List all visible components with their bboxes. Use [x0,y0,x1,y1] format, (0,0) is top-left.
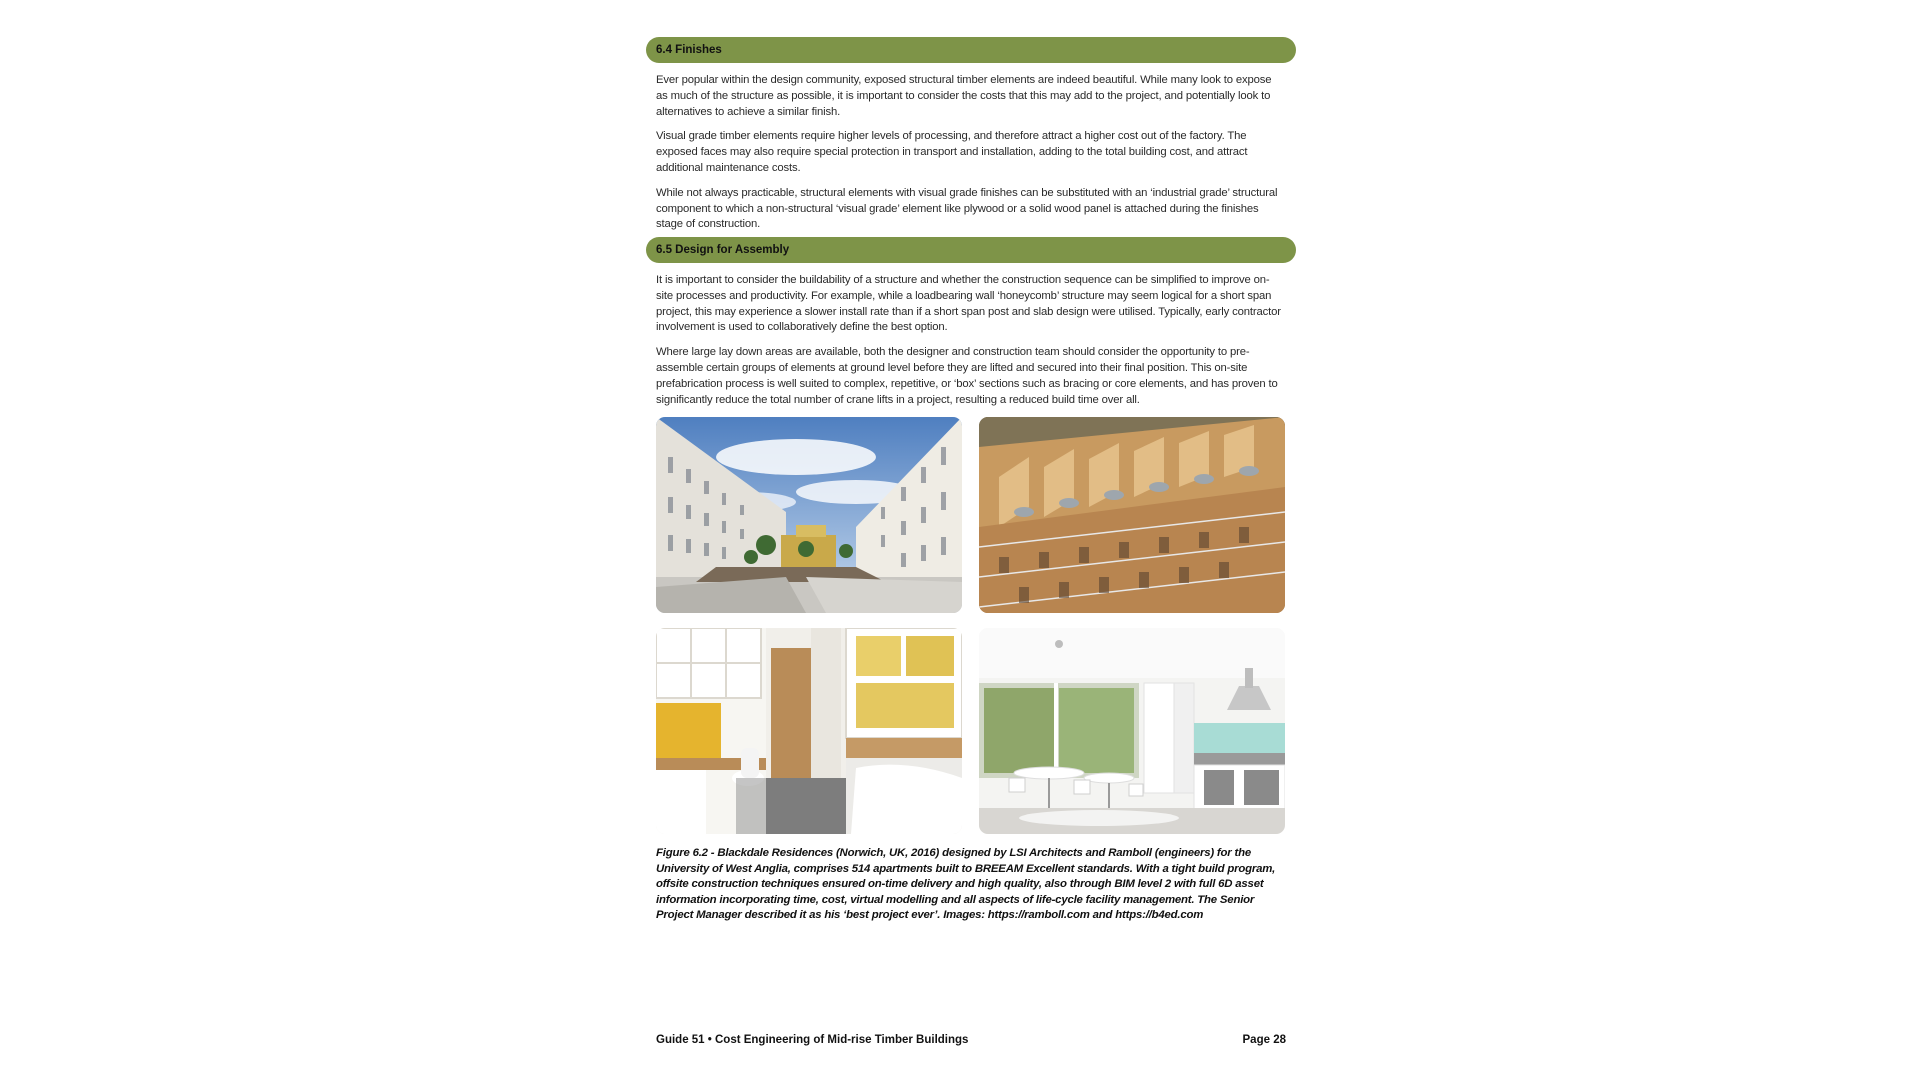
section-heading-assembly [646,237,1296,263]
assembly-paragraph-2: Where large lay down areas are available, both the designer and construction team should consider the opportunity to pre-assemble certain groups of elements at ground level before they are lifted and secured into their final position. This on-site prefabrication process is well suited to complex, repetitive, or ‘box’ sections such as bracing or core elements, and has proven to significantly reduce the total number of crane lifts in a project, resulting a reduced build time over all. [656,346,1278,406]
finishes-paragraph-2: Visual grade timber elements require higher levels of processing, and therefore attract a higher cost out of the factory. The exposed faces may also require special protection in transport and installation, adding to the total building cost, and attract additional maintenance costs. [656,130,1248,174]
photo-exterior-courtyard [656,417,962,613]
footer-guide-title: Guide 51 • Cost Engineering of Mid-rise Timber Buildings [656,1034,969,1046]
document-page [646,0,1296,1080]
assembly-body [656,273,1286,417]
assembly-paragraph-1: It is important to consider the buildability of a structure and whether the construction sequence can be simplified to improve on-site processes and productivity. For example, while a loadbearing wall ‘honeycomb’ structure may seem logical for a short span project, this may experience a slower install rate than if a short span post and slab design were utilised. Typically, early contractor involvement is used to collaboratively define the best option. [656,274,1281,334]
photo-student-bedroom [656,628,962,834]
footer-page-number: Page 28 [1242,1034,1286,1046]
section-heading-finishes [646,37,1296,63]
figure-caption: Figure 6.2 - Blackdale Residences (Norwich, UK, 2016) designed by LSI Architects and Ramboll (engineers) for the University of West Anglia, comprises 514 apartments built to BREEAM Excellent standards. With a tight build program, offsite construction techniques ensured on-time delivery and high quality, also through BIM level 2 with full 6D asset information incorporating time, cost, virtual modelling and all aspects of life-cycle facility management. The Senior Project Manager described it as his ‘best project ever’. Images: https://ramboll.com and https://b4ed.com [656,847,1276,922]
finishes-body [656,73,1286,242]
photo-kitchen [979,628,1285,834]
photo-clt-construction [979,417,1285,613]
finishes-paragraph-3: While not always practicable, structural elements with visual grade finishes can be substituted with an ‘industrial grade’ structural component to which a non-structural ‘visual grade’ element like plywood or a solid wood panel is attached during the finishes stage of construction. [656,186,1278,231]
finishes-paragraph-1: Ever popular within the design community, exposed structural timber elements are indeed beautiful. While many look to expose as much of the structure as possible, it is important to consider the costs that this may add to the project, and potentially look to alternatives to achieve a similar finish. [656,74,1272,118]
section-heading-finishes-text: 6.4 Finishes [656,44,722,56]
section-heading-assembly-text: 6.5 Design for Assembly [656,244,790,256]
